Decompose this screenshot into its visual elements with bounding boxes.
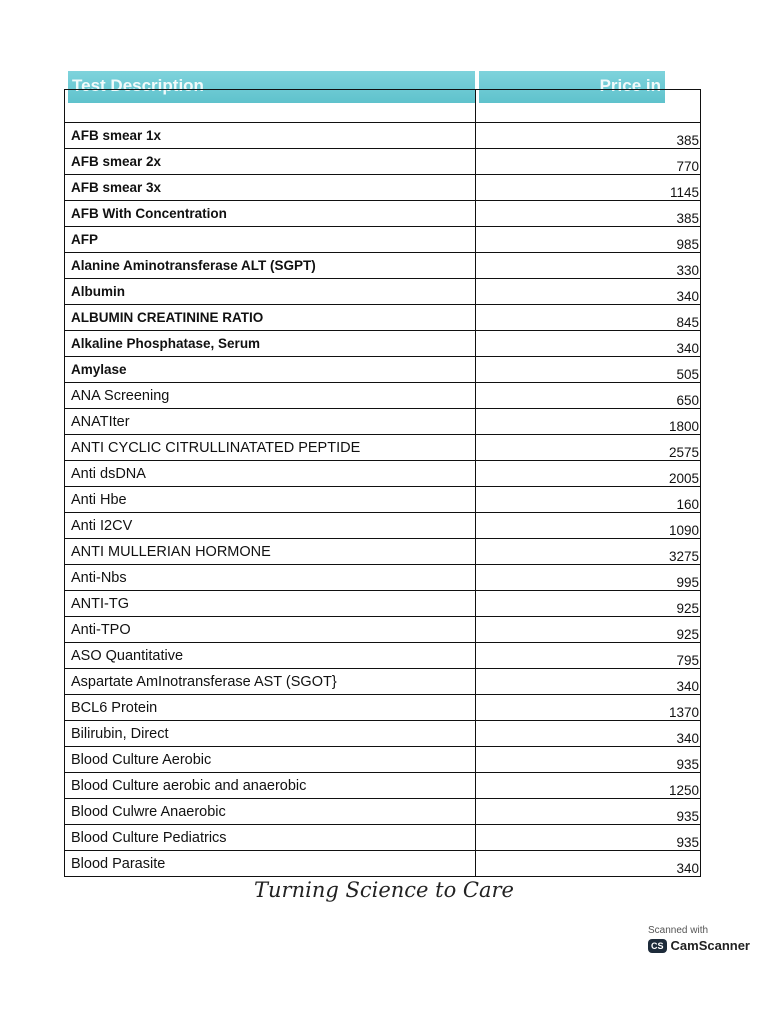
- table-row: [65, 435, 701, 461]
- test-description: AFB smear 2x: [65, 149, 476, 175]
- test-description: Anti I2CV: [65, 513, 476, 539]
- tagline: Turning Science to Care: [254, 878, 514, 902]
- test-description: Alkaline Phosphatase, Serum: [65, 331, 476, 357]
- test-description: Anti dsDNA: [65, 461, 476, 487]
- test-price: 925: [476, 591, 701, 617]
- table-row: [65, 669, 701, 695]
- table-row: [65, 227, 701, 253]
- table-row: [65, 695, 701, 721]
- table-row: [65, 253, 701, 279]
- test-price: 935: [476, 799, 701, 825]
- test-price: 935: [476, 747, 701, 773]
- table-row: [65, 461, 701, 487]
- header-description: Test Description: [72, 76, 204, 95]
- test-price: 340: [476, 331, 701, 357]
- table-row: [65, 305, 701, 331]
- table-header-row: [65, 90, 701, 123]
- test-price: 505: [476, 357, 701, 383]
- test-price: 1800: [476, 409, 701, 435]
- table-row: [65, 175, 701, 201]
- test-price: 160: [476, 487, 701, 513]
- table-row: [65, 851, 701, 877]
- test-description: Blood Culture aerobic and anaerobic: [65, 773, 476, 799]
- test-description: Bilirubin, Direct: [65, 721, 476, 747]
- table-row: [65, 331, 701, 357]
- test-price: 650: [476, 383, 701, 409]
- test-description: Anti-Nbs: [65, 565, 476, 591]
- test-description: Anti-TPO: [65, 617, 476, 643]
- test-price: 995: [476, 565, 701, 591]
- test-price: 1145: [476, 175, 701, 201]
- test-price: 935: [476, 825, 701, 851]
- test-description: ASO Quantitative: [65, 643, 476, 669]
- test-price: 340: [476, 279, 701, 305]
- table-row: [65, 409, 701, 435]
- test-description: Aspartate AmInotransferase AST (SGOT}: [65, 669, 476, 695]
- table-row: [65, 487, 701, 513]
- scanned-with-label: Scanned with: [648, 925, 709, 936]
- test-description: ANTI MULLERIAN HORMONE: [65, 539, 476, 565]
- test-description: Albumin: [65, 279, 476, 305]
- test-price: 330: [476, 253, 701, 279]
- test-price: 340: [476, 721, 701, 747]
- table-row: [65, 123, 701, 149]
- test-description: AFB smear 3x: [65, 175, 476, 201]
- table-row: [65, 617, 701, 643]
- test-price: 340: [476, 851, 701, 877]
- test-description: Amylase: [65, 357, 476, 383]
- test-price: 2575: [476, 435, 701, 461]
- test-description: ALBUMIN CREATININE RATIO: [65, 305, 476, 331]
- table-row: [65, 383, 701, 409]
- test-description: ANTI CYCLIC CITRULLINATATED PEPTIDE: [65, 435, 476, 461]
- table-row: [65, 357, 701, 383]
- table-row: [65, 539, 701, 565]
- test-description: Blood Culwre Anaerobic: [65, 799, 476, 825]
- header-price: Price in: [599, 76, 661, 95]
- test-price: 985: [476, 227, 701, 253]
- test-price: 770: [476, 149, 701, 175]
- table-row: [65, 565, 701, 591]
- test-description: AFP: [65, 227, 476, 253]
- price-table: [64, 89, 701, 877]
- test-description: Blood Culture Pediatrics: [65, 825, 476, 851]
- table-row: [65, 747, 701, 773]
- test-description: Anti Hbe: [65, 487, 476, 513]
- test-price: 385: [476, 123, 701, 149]
- test-description: ANA Screening: [65, 383, 476, 409]
- test-price: 1370: [476, 695, 701, 721]
- table-row: [65, 513, 701, 539]
- table-row: [65, 721, 701, 747]
- test-description: Blood Culture Aerobic: [65, 747, 476, 773]
- table-row: [65, 279, 701, 305]
- table-row: [65, 591, 701, 617]
- camscanner-brand: CamScanner: [670, 938, 750, 953]
- test-description: ANATIter: [65, 409, 476, 435]
- test-price: 3275: [476, 539, 701, 565]
- test-price: 385: [476, 201, 701, 227]
- camscanner-watermark: [648, 925, 750, 953]
- test-description: AFB smear 1x: [65, 123, 476, 149]
- test-price: 795: [476, 643, 701, 669]
- test-description: Alanine Aminotransferase ALT (SGPT): [65, 253, 476, 279]
- table-row: [65, 799, 701, 825]
- table-row: [65, 149, 701, 175]
- test-description: BCL6 Protein: [65, 695, 476, 721]
- camscanner-logo-icon: CS: [648, 939, 667, 953]
- test-description: ANTI-TG: [65, 591, 476, 617]
- table-row: [65, 773, 701, 799]
- test-price: 340: [476, 669, 701, 695]
- table-row: [65, 201, 701, 227]
- test-price: 925: [476, 617, 701, 643]
- test-description: AFB With Concentration: [65, 201, 476, 227]
- test-price: 845: [476, 305, 701, 331]
- test-description: Blood Parasite: [65, 851, 476, 877]
- table-row: [65, 643, 701, 669]
- test-price: 1250: [476, 773, 701, 799]
- test-price: 2005: [476, 461, 701, 487]
- test-price: 1090: [476, 513, 701, 539]
- table-row: [65, 825, 701, 851]
